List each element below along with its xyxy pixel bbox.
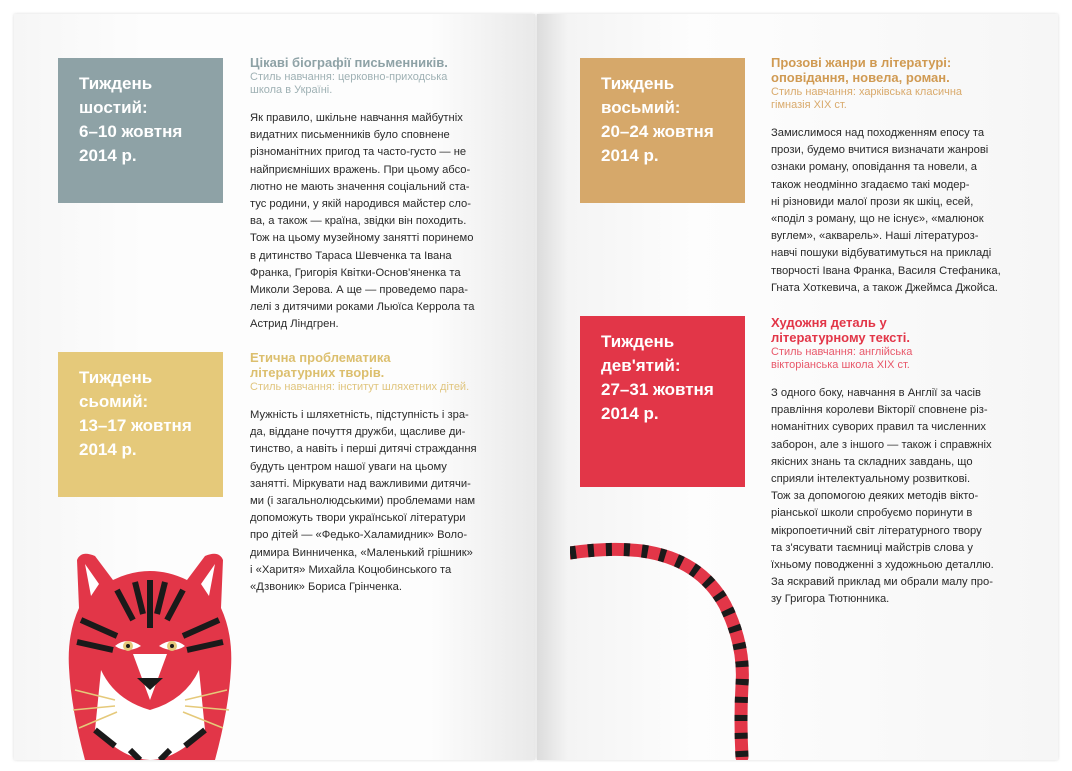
text-line: лютно не мають значення соціальний ста- — [250, 180, 470, 193]
week-6-title — [250, 55, 500, 70]
week-8-body — [771, 125, 1021, 297]
text-line: ми (і загальнолюдськими) проблемами нам — [250, 495, 476, 508]
text-line: Як правило, шкільне навчання майбутніх — [250, 112, 463, 124]
text-line: допоможуть твори української літератури — [250, 512, 466, 525]
week-8-box — [580, 58, 745, 203]
week-9-learning-style — [771, 346, 1021, 372]
text-line: тинство, а навіть і перші дитячі страждання — [250, 443, 477, 456]
text-line: Замислимося над походженням епосу та — [771, 127, 985, 139]
text-line: да, віддане почуття дружби, щасливе ди- — [250, 426, 466, 439]
text-line: лелі з дитячими роками Льюїса Керрола та — [250, 301, 475, 314]
text-line: 6–10 жовтня — [79, 122, 183, 141]
text-line: ознаки роману, оповідання та новели, а — [771, 161, 977, 174]
text-line: якісних знань та складних завдань, що — [771, 455, 973, 468]
week-7-body — [250, 407, 500, 596]
text-line: Гната Хоткевича, а також Джеймса Джойса. — [771, 281, 998, 294]
week-9-box — [580, 316, 745, 487]
text-line: вуглем», «акварель». Наші літературоз- — [771, 230, 979, 243]
text-line: Франка, Григорія Квітки-Основ'яненка та — [250, 266, 461, 279]
text-line: З одного боку, навчання в Англії за часів — [771, 387, 981, 399]
text-line: школа в Україні. — [250, 84, 333, 96]
text-line: 2014 р. — [79, 146, 137, 165]
text-line: їхньому поводженні з художньою деталлю. — [771, 559, 994, 572]
week-6-learning-style — [250, 71, 500, 97]
text-line: Тиждень — [601, 332, 675, 351]
week-7-title — [250, 350, 500, 380]
text-line: видатних письменників було сповнене — [250, 129, 450, 142]
text-line: Мужність і шляхетність, підступність і зра- — [250, 409, 469, 421]
text-line: 27–31 жовтня — [601, 380, 714, 399]
text-line: Тож за допомогою деяких методів вікто- — [771, 490, 979, 503]
text-line: Етична проблематика — [250, 350, 391, 365]
text-line: літературних творів. — [250, 365, 385, 380]
text-line: гімназія XIX ст. — [771, 99, 847, 111]
week-8-title — [771, 55, 1021, 85]
text-line: Цікаві біографії письменників. — [250, 55, 448, 70]
text-line: Тиждень — [79, 368, 153, 387]
text-line: прози, будемо вчитися визначати жанрові — [771, 144, 989, 157]
text-line: і «Харитя» Михайла Коцюбинського та — [250, 563, 452, 576]
text-line: Миколи Зерова. А ще — проведемо пара- — [250, 284, 468, 297]
text-line: Стиль навчання: церковно-приходська — [250, 71, 448, 83]
text-line: будуть центром нашої уваги на цьому — [250, 460, 447, 473]
text-line: Тиждень — [79, 74, 153, 93]
text-line: також неодмінно згадаємо такі модер- — [771, 178, 970, 191]
text-line: Астрид Ліндгрен. — [250, 318, 339, 331]
text-line: ріанської школи спробуємо поринути в — [771, 507, 973, 520]
text-line: найприємніших вражень. При цьому абсо- — [250, 163, 471, 176]
week-9-section — [771, 315, 1021, 609]
text-line: та з'ясувати таємниці майстрів слова у — [771, 541, 974, 554]
text-line: Прозові жанри в літературі: — [771, 55, 952, 70]
text-line: димира Винниченка, «Маленький грішник» — [250, 546, 473, 559]
week-6-body — [250, 110, 500, 334]
text-line: 2014 р. — [79, 440, 137, 459]
text-line: сприяли інтелектуальному розвиткові. — [771, 473, 971, 486]
text-line: ва, а також — країна, звідки він походить. — [250, 215, 467, 228]
text-line: тус родини, у якій народився майстер сло- — [250, 198, 471, 211]
text-line: 20–24 жовтня — [601, 122, 714, 141]
text-line: занятті. Міркувати над важливими дитячи- — [250, 477, 471, 490]
text-line: дев'ятий: — [601, 356, 681, 375]
text-line: літературному тексті. — [771, 330, 910, 345]
text-line: Стиль навчання: інститут шляхетних дітей. — [250, 381, 470, 393]
text-line: правління королеви Вікторії сповнене різ- — [771, 404, 988, 417]
text-line: творчості Івана Франка, Василя Стефаника, — [771, 264, 1001, 277]
text-line: оповідання, новела, роман. — [771, 70, 950, 85]
tiger-tail-icon — [570, 549, 742, 757]
week-7-box — [58, 352, 223, 497]
text-line: «Дзвоник» Бориса Грінченка. — [250, 581, 402, 594]
text-line: різноманітних пригод та часто-густо — не — [250, 146, 467, 159]
text-line: 2014 р. — [601, 404, 659, 423]
tiger-tail-illustration — [570, 525, 760, 760]
text-line: За яскравий приклад ми обрали малу про- — [771, 576, 993, 589]
text-line: мікропоетичний світ літературного твору — [771, 524, 982, 537]
week-8-learning-style — [771, 86, 1021, 112]
text-line: Тиждень — [601, 74, 675, 93]
text-line: номанітних суворих правил та численних — [771, 421, 986, 434]
text-line: Художня деталь у — [771, 315, 887, 330]
text-line: Тож на цьому музейному занятті поринемо — [250, 232, 474, 245]
week-6-section — [250, 55, 500, 334]
text-line: восьмий: — [601, 98, 681, 117]
text-line: про дітей — «Федько-Халамидник» Воло- — [250, 529, 468, 542]
week-9-title — [771, 315, 1021, 345]
text-line: вікторіанська школа XIX ст. — [771, 359, 910, 371]
week-7-learning-style — [250, 381, 500, 394]
week-9-body — [771, 385, 1021, 609]
text-line: 2014 р. — [601, 146, 659, 165]
text-line: шостий: — [79, 98, 148, 117]
text-line: сьомий: — [79, 392, 149, 411]
text-line: 13–17 жовтня — [79, 416, 192, 435]
text-line: зу Григора Тютюнника. — [771, 593, 890, 606]
text-line: заборон, але з іншого — також і справжніх — [771, 438, 992, 451]
week-8-section — [771, 55, 1021, 297]
text-line: Стиль навчання: харківська класична — [771, 86, 963, 98]
text-line: ні різновиди малої прози як шкіц, есей, — [771, 195, 974, 208]
tiger-head-icon — [69, 554, 232, 760]
week-7-section — [250, 350, 500, 596]
text-line: Стиль навчання: англійська — [771, 346, 913, 358]
tiger-head-illustration — [55, 550, 245, 760]
text-line: «поділ з роману, що не існує», «малюнок — [771, 213, 984, 226]
text-line: навчі пошуки відбуватимуться на прикладі — [771, 247, 992, 260]
text-line: в дитинство Тараса Шевченка та Івана — [250, 249, 452, 262]
week-6-box — [58, 58, 223, 203]
